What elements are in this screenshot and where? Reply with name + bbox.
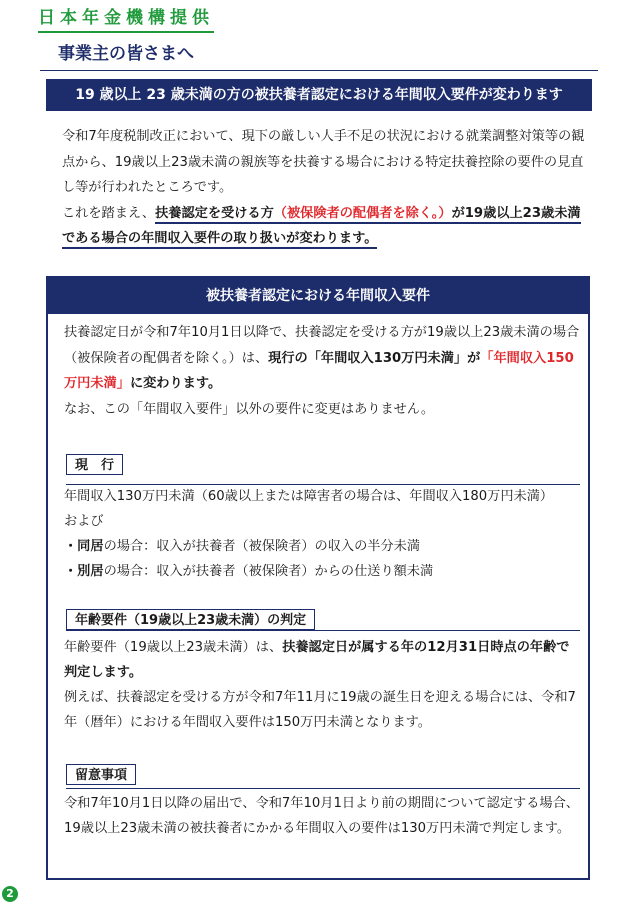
age-rule-lead: 年齢要件（19歳以上23歳未満）は、 <box>64 640 283 655</box>
requirements-box-title: 被扶養者認定における年間収入要件 <box>48 278 588 314</box>
note-section-label: 留意事項 <box>66 764 136 785</box>
requirements-change-paragraph <box>64 320 580 397</box>
audience-heading: 事業主の皆さまへ <box>58 44 194 64</box>
age-example-paragraph: 例えば、扶養認定を受ける方が令和7年11月に19歳の誕生日を迎える場合には、令和7年（暦年）における年間収入要件は150万円未満となります。 <box>64 690 576 730</box>
current-section-body <box>64 484 582 584</box>
note-section-rule <box>66 788 580 789</box>
new-requirement: 「年間収入150万円未満」 <box>64 350 574 392</box>
cohabiting-label: ・同居 <box>64 539 104 554</box>
heading-divider <box>40 70 598 71</box>
age-rule-paragraph <box>64 635 582 685</box>
age-section-body <box>64 635 582 735</box>
page-number: 2 <box>2 886 18 902</box>
requirements-condition: 扶養認定日が令和7年10月1日以降で、扶養認定を受ける方が19歳以上23歳未満の場合（被保険者の配偶者を除く。）は、 <box>64 325 580 366</box>
current-income-line: 年間収入130万円未満（60歳以上または障害者の場合は、年間収入180万円未満） <box>64 489 554 504</box>
intro-subject: 扶養認定を受ける方 <box>155 206 274 224</box>
separate-label: ・別居 <box>64 564 104 579</box>
change-suffix: に変わります。 <box>129 376 222 392</box>
cohabiting-condition <box>64 534 582 559</box>
intro-text <box>62 124 592 252</box>
current-and: および <box>64 514 104 529</box>
requirements-summary <box>64 320 580 422</box>
note-paragraph: 令和7年10月1日以降の届出で、令和7年10月1日より前の期間について認定する場合、19歳以上23歳未満の被扶養者にかかる年間収入の要件は130万円未満で判定します。 <box>64 796 579 836</box>
requirements-box <box>46 276 590 880</box>
note-section-body <box>64 791 582 841</box>
headline-banner: 19 歳以上 23 歳未満の方の被扶養者認定における年間収入要件が変わります <box>46 79 592 111</box>
intro-paragraph-1: 令和7年度税制改正において、現下の厳しい人手不足の状況における就業調整対策等の観点から、19歳以上23歳未満の親族等を扶養する場合における特定扶養控除の要件の見直し等が行われたところです。 <box>62 129 585 196</box>
current-requirement: 現行の「年間収入130万円未満」が <box>268 350 481 366</box>
intro-change-statement: が19歳以上23歳未満である場合の年間収入要件の取り扱いが変わります。 <box>62 206 581 250</box>
intro-lead: これを踏まえ、 <box>62 205 156 221</box>
other-requirements-note: なお、この「年間収入要件」以外の要件に変更はありません。 <box>64 401 435 417</box>
organization-logo: 日本年金機構提供 <box>38 8 214 33</box>
separate-condition <box>64 559 582 584</box>
age-rule-emphasis: 扶養認定日が属する年の12月31日時点の年齢で判定します。 <box>64 640 570 680</box>
intro-paragraph-2 <box>62 201 592 252</box>
separate-text: の場合：収入が扶養者（被保険者）からの仕送り額未満 <box>103 564 434 579</box>
cohabiting-text: の場合：収入が扶養者（被保険者）の収入の半分未満 <box>103 539 421 554</box>
intro-exclusion: （被保険者の配偶者を除く。） <box>274 206 452 224</box>
current-section-label: 現 行 <box>66 454 123 475</box>
age-section-label: 年齢要件（19歳以上23歳未満）の判定 <box>66 609 315 630</box>
